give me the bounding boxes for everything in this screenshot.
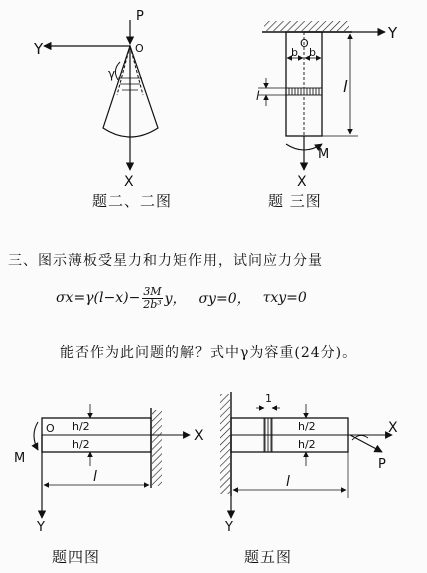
p-label: P bbox=[378, 457, 386, 472]
stress-equations bbox=[56, 286, 307, 310]
gamma-label: γ bbox=[108, 67, 116, 81]
half-height-bottom-label: h/2 bbox=[72, 438, 90, 451]
half-height-bottom-label: h/2 bbox=[298, 438, 316, 451]
length-label: l bbox=[286, 474, 290, 490]
figure-cantilever-right-wall bbox=[14, 404, 204, 535]
strip-element bbox=[286, 88, 322, 95]
fraction-denominator: 2b³ bbox=[143, 297, 162, 311]
p-label: P bbox=[136, 9, 144, 24]
right-wall-hatch bbox=[152, 410, 162, 486]
load-p-arrow bbox=[350, 435, 382, 452]
origin-label: O bbox=[135, 42, 144, 55]
b-right-label: b bbox=[309, 46, 316, 59]
left-wall-hatch bbox=[220, 394, 230, 494]
x-label: X bbox=[388, 420, 398, 436]
strip-thickness-label: l bbox=[256, 89, 260, 103]
y-label: Y bbox=[388, 24, 398, 42]
y-label: Y bbox=[37, 520, 45, 535]
length-label: l bbox=[343, 77, 348, 96]
fraction bbox=[142, 286, 162, 310]
equation-sigma-y: σy=0， bbox=[198, 291, 251, 308]
moment-label: M bbox=[14, 451, 26, 466]
top-wall-hatch bbox=[264, 21, 349, 31]
moment-label: M bbox=[318, 147, 330, 162]
figure-hanging-plate bbox=[256, 21, 398, 190]
caption-fig-5: 题五图 bbox=[244, 548, 293, 566]
figure-cantilever-left-wall bbox=[220, 392, 398, 535]
length-label: l bbox=[93, 469, 97, 485]
strip-width-label: 1 bbox=[265, 392, 272, 405]
half-height-top-label: h/2 bbox=[298, 420, 316, 433]
x-label: X bbox=[124, 174, 134, 190]
origin-label: O bbox=[46, 422, 55, 435]
problem-3-question: 能否作为此问题的解？式中γ为容重(24分)。 bbox=[60, 345, 358, 361]
equation-tau-xy: τxy=0 bbox=[262, 290, 307, 307]
fraction-numerator: 3M bbox=[143, 285, 162, 298]
equation-sigma-x: σx=γ(l−x)− bbox=[56, 290, 141, 307]
half-height-top-label: h/2 bbox=[72, 420, 90, 433]
moment-arrow bbox=[34, 422, 38, 450]
caption-fig-2: 题二、二图 bbox=[92, 192, 173, 210]
caption-fig-4: 题四图 bbox=[52, 548, 101, 566]
caption-fig-3: 题 三图 bbox=[268, 192, 322, 210]
b-left-label: b bbox=[291, 46, 298, 59]
y-label: Y bbox=[34, 40, 44, 58]
problem-3-intro: 三、图示薄板受星力和力矩作用，试问应力分量 bbox=[8, 253, 323, 269]
figure-wedge bbox=[33, 9, 158, 190]
x-label: X bbox=[297, 174, 307, 190]
x-label: X bbox=[194, 428, 204, 444]
equation-y-term: y， bbox=[164, 291, 187, 308]
origin-label: O bbox=[300, 37, 309, 50]
y-label: Y bbox=[225, 520, 233, 535]
